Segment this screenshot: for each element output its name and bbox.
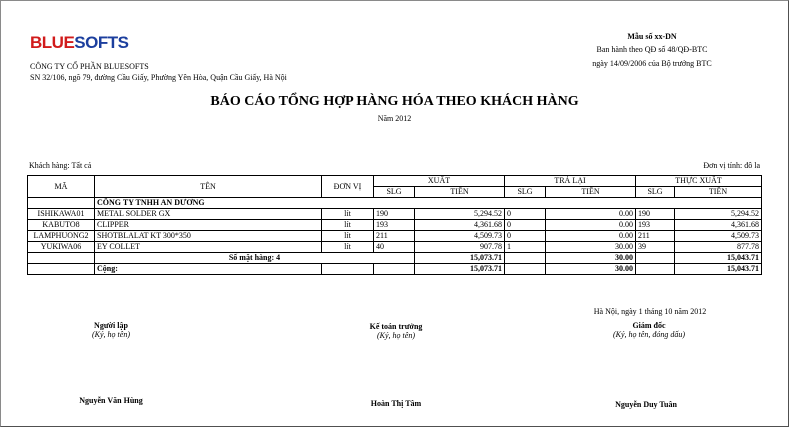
row-export-amount: 4,509.73 bbox=[415, 231, 505, 242]
director-note: (Ký, họ tên, đóng dấu) bbox=[613, 330, 685, 339]
director-title: Giám đốc bbox=[632, 321, 666, 330]
row-export-amount: 907.78 bbox=[415, 242, 505, 253]
header-name: TÊN bbox=[95, 176, 322, 198]
row-returned-qty: 0 bbox=[505, 231, 546, 242]
accountant-note: (Ký, họ tên) bbox=[377, 331, 415, 340]
subtotal-export-amount: 15,073.71 bbox=[415, 253, 505, 264]
header-code: MÃ bbox=[28, 176, 95, 198]
row-code: ISHIKAWA01 bbox=[28, 209, 95, 220]
row-unit: lít bbox=[322, 220, 374, 231]
subtotal-net-amount: 15,043.71 bbox=[675, 253, 762, 264]
row-export-qty: 40 bbox=[374, 242, 415, 253]
preparer-note: (Ký, họ tên) bbox=[92, 330, 130, 339]
row-code: LAMPHUONG2 bbox=[28, 231, 95, 242]
row-net-amount: 877.78 bbox=[675, 242, 762, 253]
unit-value: đô la bbox=[744, 161, 760, 170]
accountant-block bbox=[316, 322, 476, 340]
row-unit: lít bbox=[322, 242, 374, 253]
row-unit: lít bbox=[322, 209, 374, 220]
row-export-amount: 5,294.52 bbox=[415, 209, 505, 220]
row-code: YUKIWA06 bbox=[28, 242, 95, 253]
row-net-amount: 4,361.68 bbox=[675, 220, 762, 231]
row-returned-qty: 0 bbox=[505, 209, 546, 220]
report-title: BÁO CÁO TỔNG HỢP HÀNG HÓA THEO KHÁCH HÀNG bbox=[210, 94, 579, 109]
row-net-amount: 5,294.52 bbox=[675, 209, 762, 220]
total-returned-amount: 30.00 bbox=[546, 264, 636, 275]
table-row bbox=[28, 209, 762, 220]
row-returned-amount: 0.00 bbox=[546, 231, 636, 242]
row-net-amount: 4,509.73 bbox=[675, 231, 762, 242]
row-net-qty: 190 bbox=[636, 209, 675, 220]
subtotal-label: Số mặt hàng: 4 bbox=[95, 253, 415, 264]
subtotal-row bbox=[28, 253, 762, 264]
row-export-amount: 4,361.68 bbox=[415, 220, 505, 231]
group-row bbox=[28, 198, 762, 209]
table-row bbox=[28, 231, 762, 242]
row-export-qty: 193 bbox=[374, 220, 415, 231]
report-period: Năm 2012 bbox=[377, 114, 412, 123]
header-returned: TRẢ LẠI bbox=[505, 176, 636, 187]
header-export: XUẤT bbox=[374, 176, 505, 187]
table-row bbox=[28, 220, 762, 231]
currency-unit bbox=[680, 161, 760, 170]
row-name: EY COLLET bbox=[95, 242, 322, 253]
accountant-name: Hoàn Thị Tâm bbox=[370, 399, 422, 408]
subtotal-returned-amount: 30.00 bbox=[546, 253, 636, 264]
row-code: KABUTO8 bbox=[28, 220, 95, 231]
customer-value: Tất cả bbox=[71, 161, 92, 170]
row-export-qty: 190 bbox=[374, 209, 415, 220]
row-returned-qty: 0 bbox=[505, 220, 546, 231]
row-net-qty: 39 bbox=[636, 242, 675, 253]
report-table bbox=[27, 175, 762, 275]
form-line2: ngày 14/09/2006 của Bộ trưởng BTC bbox=[592, 59, 712, 68]
total-net-amount: 15,043.71 bbox=[675, 264, 762, 275]
bluesofts-logo: BLUESOFTS bbox=[30, 33, 129, 52]
row-returned-amount: 0.00 bbox=[546, 220, 636, 231]
director-block bbox=[569, 321, 729, 339]
header-returned-amount: TIỀN bbox=[546, 187, 636, 198]
form-line1: Ban hành theo QĐ số 48/QĐ-BTC bbox=[596, 45, 708, 54]
director-name: Nguyễn Duy Tuân bbox=[615, 400, 677, 409]
row-name: METAL SOLDER GX bbox=[95, 209, 322, 220]
row-name: CLIPPER bbox=[95, 220, 322, 231]
header-returned-qty: SLG bbox=[505, 187, 546, 198]
company-address: SN 32/106, ngõ 79, đường Cầu Giấy, Phường Yên Hòa, Quận Cầu Giấy, Hà Nội bbox=[30, 73, 287, 82]
row-net-qty: 193 bbox=[636, 220, 675, 231]
preparer-title: Người lập bbox=[94, 321, 128, 330]
total-label: Cộng: bbox=[95, 264, 322, 275]
row-returned-amount: 30.00 bbox=[546, 242, 636, 253]
preparer-block bbox=[31, 321, 191, 339]
form-code: Mẫu số xx-DN bbox=[627, 32, 677, 41]
header-net: THỰC XUẤT bbox=[636, 176, 762, 187]
customer-label: Khách hàng: bbox=[29, 161, 70, 170]
accountant-title: Kế toán trưởng bbox=[369, 322, 423, 331]
row-returned-qty: 1 bbox=[505, 242, 546, 253]
table-row bbox=[28, 242, 762, 253]
sign-date: Hà Nội, ngày 1 tháng 10 năm 2012 bbox=[593, 307, 707, 316]
row-returned-amount: 0.00 bbox=[546, 209, 636, 220]
customer-filter bbox=[29, 161, 91, 170]
company-name: CÔNG TY CỔ PHẦN BLUESOFTS bbox=[30, 62, 149, 71]
group-name: CÔNG TY TNHH AN DƯƠNG bbox=[95, 198, 762, 209]
header-export-amount: TIỀN bbox=[415, 187, 505, 198]
row-net-qty: 211 bbox=[636, 231, 675, 242]
row-export-qty: 211 bbox=[374, 231, 415, 242]
total-export-amount: 15,073.71 bbox=[415, 264, 505, 275]
row-name: SHOTBLALAT KT 300*350 bbox=[95, 231, 322, 242]
unit-label: Đơn vị tính: bbox=[703, 161, 743, 170]
row-unit: lít bbox=[322, 231, 374, 242]
header-unit: ĐƠN VỊ bbox=[322, 176, 374, 198]
preparer-name: Nguyễn Văn Hùng bbox=[79, 396, 143, 405]
header-net-qty: SLG bbox=[636, 187, 675, 198]
total-row bbox=[28, 264, 762, 275]
header-export-qty: SLG bbox=[374, 187, 415, 198]
header-net-amount: TIỀN bbox=[675, 187, 762, 198]
